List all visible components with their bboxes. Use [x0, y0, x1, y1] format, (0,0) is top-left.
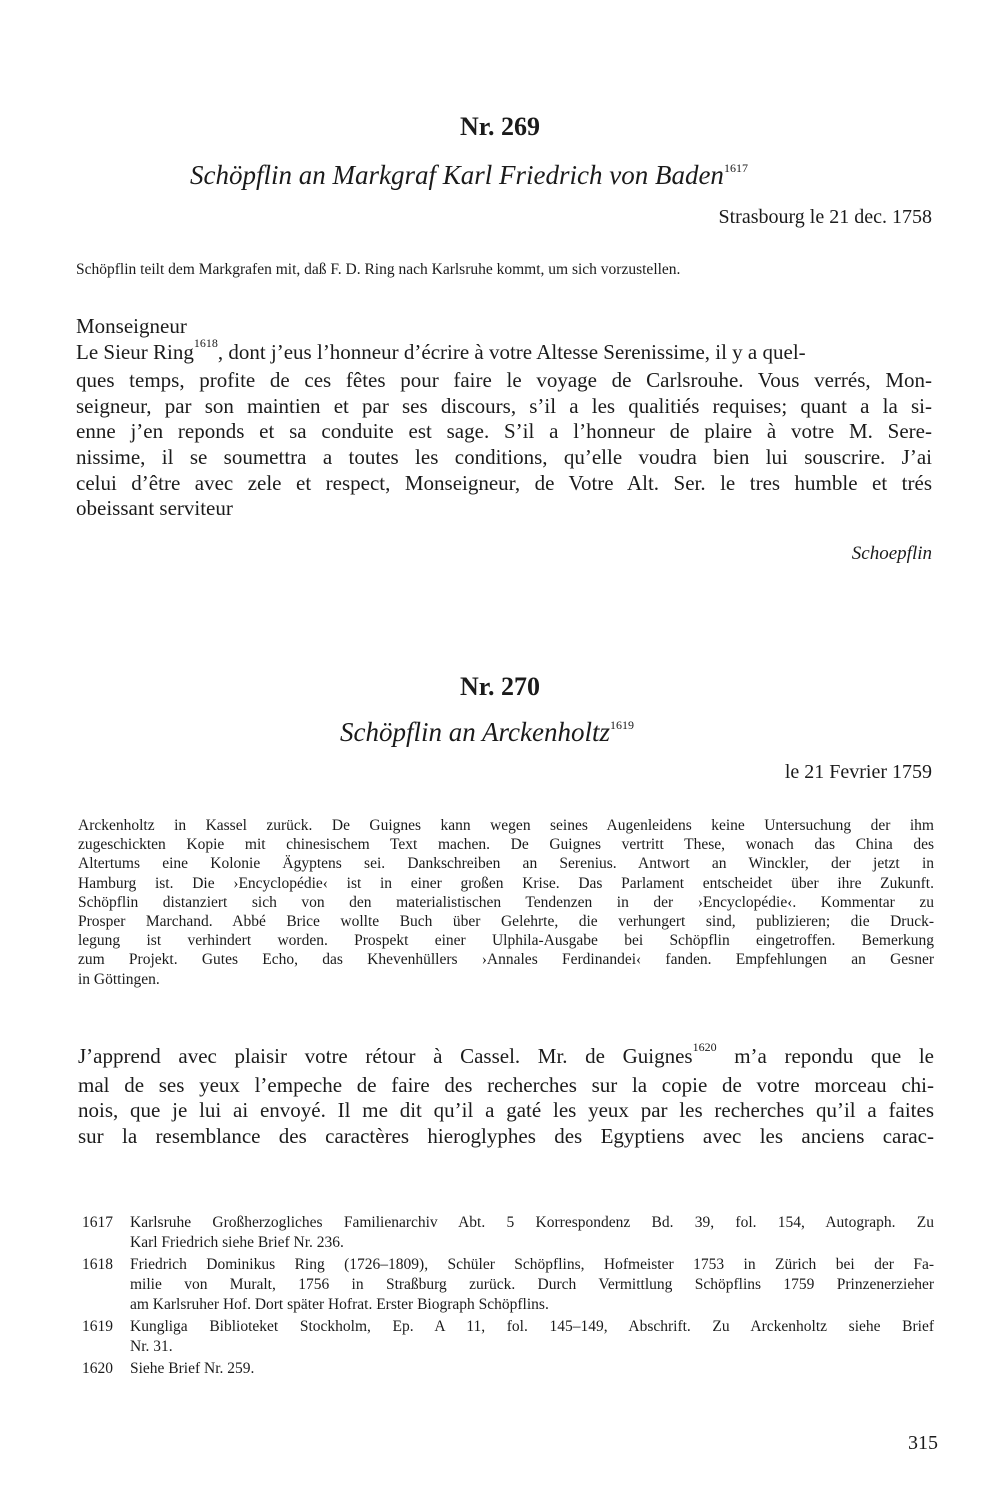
- letter-270-summary-line: Arckenholtz in Kassel zurück. De Guignes kann wegen seines Augenleidens keine Untersuchung der ihm: [78, 817, 934, 834]
- footnote-1617: [82, 1213, 934, 1253]
- letter-270-summary-line: zugeschickten Kopie mit chinesischem Text machen. De Guignes vertritt These, wonach das China des: [78, 836, 934, 854]
- letter-269-title: [190, 160, 748, 191]
- letter-269-body-line: celui d’être avec zele et respect, Monseigneur, de Votre Alt. Ser. le tres humble et trés: [76, 470, 932, 495]
- footnote-text: Siehe Brief Nr. 259.: [130, 1360, 255, 1377]
- footnote-ref-1617: 1617: [723, 161, 748, 175]
- letter-269-body: [76, 314, 932, 522]
- letter-269-dateline: Strasbourg le 21 dec. 1758: [718, 206, 932, 228]
- letter-269-body-line: ques temps, profite de ces fêtes pour faire le voyage de Carlsrouhe. Vous verrés, Mon-: [76, 368, 932, 393]
- letter-269-body-line: seigneur, par son maintien et par ses discours, s’il a les qualitiés requises; quant a la si-: [76, 393, 932, 418]
- footnote-text: Kungliga Biblioteket Stockholm, Ep. A 11, fol. 145–149, Abschrift. Zu Arckenholtz siehe Brief: [130, 1318, 934, 1335]
- footnote-text: Friedrich Dominikus Ring (1726–1809), Schüler Schöpflins, Hofmeister 1753 in Zürich bei der Fa-: [130, 1256, 934, 1273]
- footnote-number: 1617: [82, 1214, 113, 1231]
- body-text: m’a repondu que le: [716, 1044, 934, 1068]
- body-text: Le Sieur Ring: [76, 339, 194, 364]
- letter-270-summary-line: in Göttingen.: [78, 970, 160, 988]
- letter-270-summary-line: Altertums eine Kolonie Ägyptens sei. Dankschreiben an Serenius. Antwort an Winckler, der jetzt in: [78, 855, 934, 873]
- footnote-ref-1618: 1618: [193, 335, 218, 350]
- letter-270-summary-line: zum Projekt. Gutes Echo, das Khevenhüllers ›Annales Ferdinandei‹ fanden. Empfehlungen an Gesner: [78, 951, 934, 969]
- letter-269-number: Nr. 269: [460, 112, 540, 141]
- letter-270-summary: [78, 816, 934, 989]
- letter-270-body-line: [78, 1040, 934, 1073]
- letter-270-number: Nr. 270: [460, 672, 540, 701]
- footnote-text: milie von Muralt, 1756 in Straßburg zurück. Durch Vermittlung Schöpflins 1759 Prinzenerzieher: [130, 1276, 934, 1293]
- footnotes: [82, 1213, 934, 1381]
- letter-269-body-line: nissime, il se soumettra a toutes les conditions, qu’elle voudra bien lui souscrire. J’ai: [76, 444, 932, 469]
- letter-269-salutation: Monseigneur: [76, 314, 187, 338]
- letter-269-body-line: enne j’en reponds et sa conduite est sage. S’il a l’honneur de plaire à votre M. Sere-: [76, 419, 932, 444]
- letter-270-dateline: le 21 Fevrier 1759: [784, 761, 932, 783]
- footnote-text: Nr. 31.: [130, 1338, 173, 1355]
- body-text: , dont j’eus l’honneur d’écrire à votre Altesse Serenissime, il y a quel-: [217, 339, 806, 364]
- footnote-1620: [82, 1359, 934, 1379]
- letter-269-body-line: [76, 335, 932, 369]
- footnote-ref-1620: 1620: [692, 1040, 717, 1054]
- letter-270-title-text: Schöpflin an Arckenholtz: [340, 717, 610, 747]
- footnote-number: 1619: [82, 1318, 113, 1335]
- letter-269-summary: Schöpflin teilt dem Markgrafen mit, daß F. D. Ring nach Karlsruhe kommt, um sich vorzustellen.: [76, 261, 681, 278]
- letter-269-title-text: Schöpflin an Markgraf Karl Friedrich von Baden: [190, 160, 724, 190]
- letter-270-summary-line: Prosper Marchand. Abbé Brice wollte Buch über Gelehrte, die verhungert sind, publizieren; die Druck-: [78, 913, 934, 931]
- letter-270-body-line: sur la resemblance des caractères hieroglyphes des Egyptiens avec les anciens carac-: [78, 1123, 934, 1148]
- letter-270-summary-line: Schöpflin distanziert sich von den materialistischen Tendenzen in der ›Encyclopédie‹. Kommentar zu: [78, 893, 934, 911]
- letter-270-body-line: mal de ses yeux l’empeche de faire des recherches sur la copie de votre morceau chi-: [78, 1072, 934, 1097]
- letter-270-body-line: nois, que je lui ai envoyé. Il me dit qu’il a gaté les yeux par les recherches qu’il a faites: [78, 1098, 934, 1123]
- footnote-1618: [82, 1255, 934, 1315]
- letter-270-title: [340, 717, 634, 748]
- footnote-number: 1620: [82, 1360, 113, 1377]
- letter-269-signature: Schoepflin: [851, 543, 932, 564]
- footnote-number: 1618: [82, 1256, 113, 1273]
- body-text: J’apprend avec plaisir votre rétour à Cassel. Mr. de Guignes: [78, 1044, 693, 1068]
- letter-270-body: [78, 1040, 934, 1149]
- footnote-text: am Karlsruher Hof. Dort später Hofrat. Erster Biograph Schöpflins.: [130, 1296, 549, 1313]
- footnote-text: Karlsruhe Großherzogliches Familienarchiv Abt. 5 Korrespondenz Bd. 39, fol. 154, Autograph. Zu: [130, 1214, 934, 1231]
- page-number: 315: [908, 1432, 938, 1454]
- letter-269-body-line: obeissant serviteur: [76, 496, 233, 521]
- letter-270-summary-line: legung ist verhindert worden. Prospekt einer Ulphila-Ausgabe bei Schöpflin eingetroffen. Bemerkung: [78, 932, 934, 950]
- letter-270-summary-line: Hamburg ist. Die ›Encyclopédie‹ ist in einer großen Krise. Das Parlament entscheidet über ihre Zukunft.: [78, 874, 934, 892]
- footnote-text: Karl Friedrich siehe Brief Nr. 236.: [130, 1234, 344, 1251]
- footnote-ref-1619: 1619: [609, 718, 634, 732]
- footnote-1619: [82, 1317, 934, 1357]
